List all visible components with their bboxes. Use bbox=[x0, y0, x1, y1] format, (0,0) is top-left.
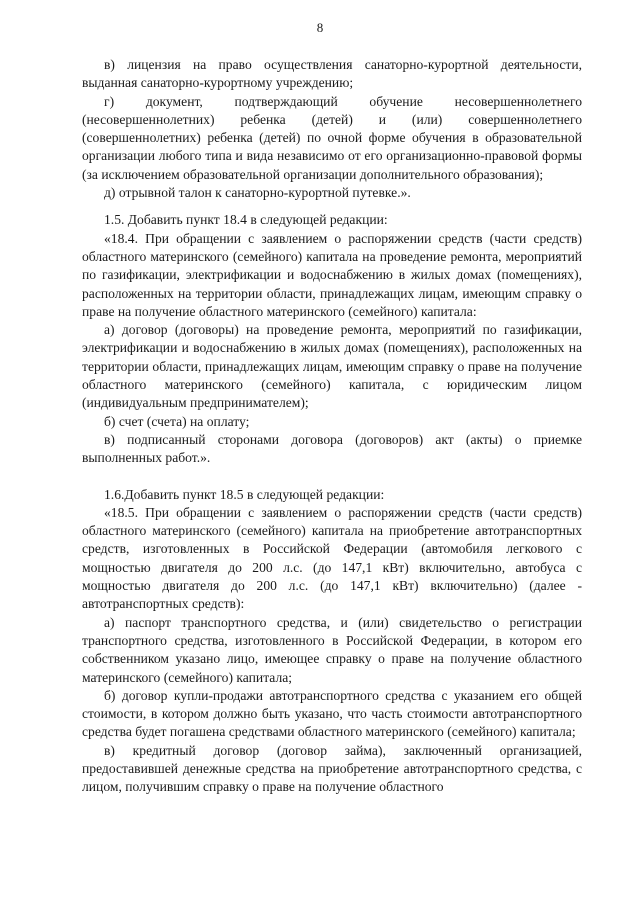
page-number: 8 bbox=[316, 20, 324, 35]
paragraph-18-4-intro: «18.4. При обращении с заявлением о распоряжении средств (части средств) областного материнского (семейного) капитала на проведение ремонта, мероприятий по газификации, электрификации и водоснабжению в жилых домах (помещениях), расположенных на территории области, принадлежащих лицам, имеющим справку о праве на получение областного материнского (семейного) капитала: bbox=[82, 230, 582, 319]
paragraph-18-5-intro: «18.5. При обращении с заявлением о распоряжении средств (части средств) областного материнского (семейного) капитала на приобретение автотранспортных средств, изготовленных в Российской Федерации (автомобиля легкового с мощностью двигателя до 200 л.с. (до 147,1 кВт) включительно, автобуса с мощностью двигателя до 200 л.с. (до 147,1 кВт) включительно) (далее - автотранспортных средств): bbox=[82, 504, 582, 612]
paragraph-18-5-c: в) кредитный договор (договор займа), заключенный организацией, предоставившей денежные средства на приобретение автотранспортного средства, с лицом, получившим справку о праве на получение областного bbox=[82, 742, 582, 795]
paragraph-license: в) лицензия на право осуществления санаторно-курортной деятельности, выданная санаторно-курортному учреждению; bbox=[82, 57, 582, 91]
paragraph-18-4-c: в) подписанный сторонами договора (договоров) акт (акты) о приемке выполненных работ.». bbox=[82, 431, 582, 466]
paragraph-item-1-5: 1.5. Добавить пункт 18.4 в следующей редакции: bbox=[104, 212, 388, 228]
paragraph-18-4-a: а) договор (договоры) на проведение ремонта, мероприятий по газификации, электрификации и водоснабжению в жилых домах (помещениях), расположенных на территории области, принадлежащих лицам, имеющим справку о праве на получение областного материнского (семейного) капитала, с юридическим лицом (индивидуальным предпринимателем); bbox=[82, 322, 582, 411]
paragraph-18-4-b: б) счет (счета) на оплату; bbox=[104, 413, 250, 429]
paragraph-item-1-6: 1.6.Добавить пункт 18.5 в следующей редакции: bbox=[104, 486, 385, 502]
paragraph-education-document: г) документ, подтверждающий обучение несовершеннолетнего (несовершеннолетних) ребенка (детей) и (или) совершеннолетнего (совершеннолетних) ребенка (детей) по очной форме обучения в образовательной организации любого типа и вида независимо от его организационно-правовой формы (за исключением образовательной организации дополнительного образования); bbox=[82, 93, 582, 182]
paragraph-18-5-a: а) паспорт транспортного средства, и (или) свидетельство о регистрации транспортного средства, изготовленного в Российской Федерации, в котором его собственником указано лицо, имеющее справку о праве на получение областного материнского (семейного) капитала; bbox=[82, 614, 582, 685]
paragraph-voucher-stub: д) отрывной талон к санаторно-курортной путевке.». bbox=[104, 185, 411, 201]
paragraph-18-5-b: б) договор купли-продажи автотранспортного средства с указанием его общей стоимости, в котором должно быть указано, что часть стоимости автотранспортного средства будет погашена средствами областного материнского (семейного) капитала; bbox=[82, 687, 582, 740]
document-body bbox=[82, 56, 582, 797]
